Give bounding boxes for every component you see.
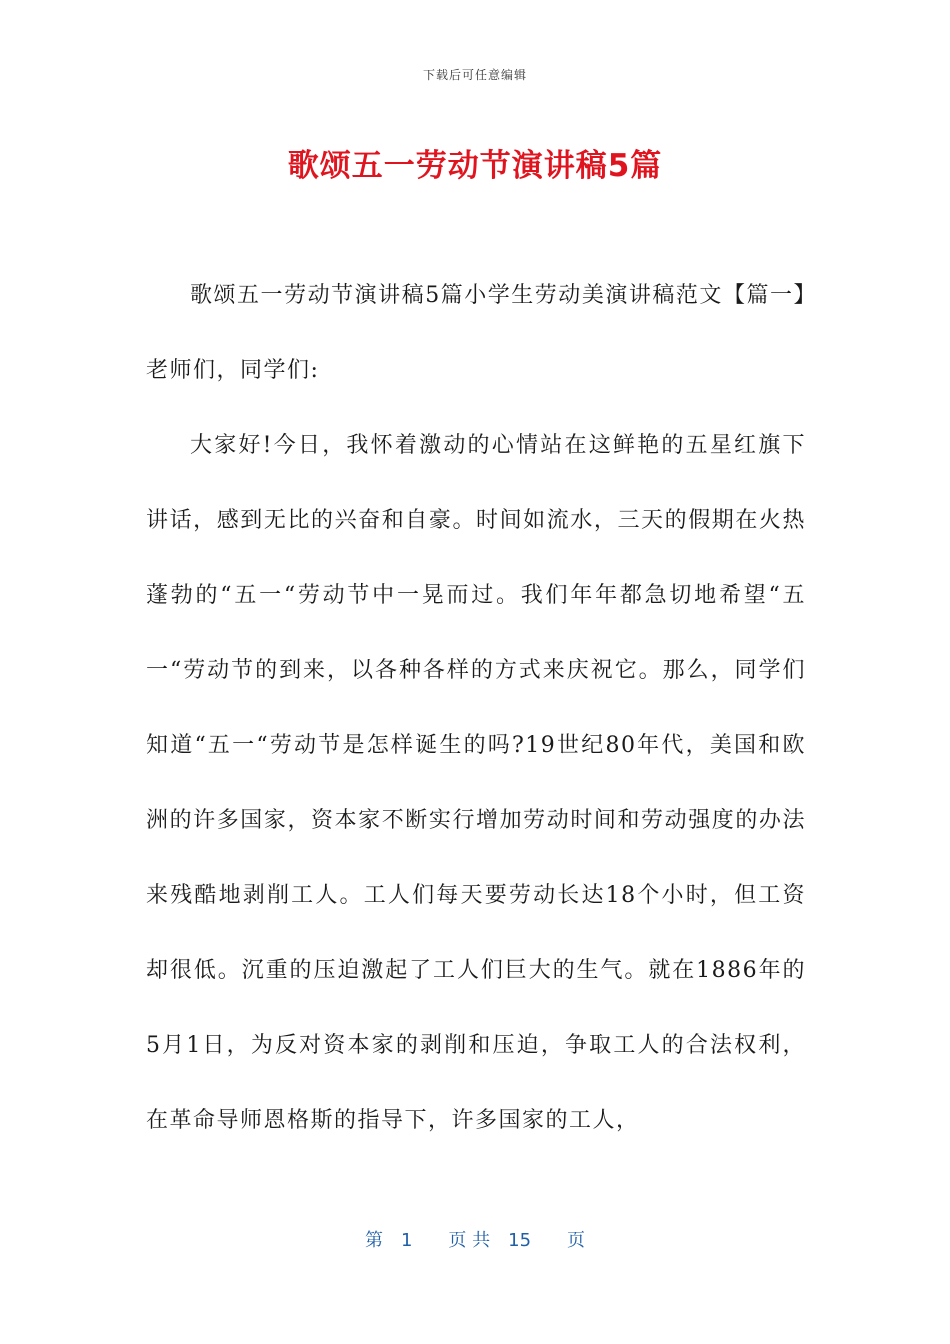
document-title: 歌颂五一劳动节演讲稿5篇 (287, 148, 663, 184)
page-number-footer: 第 1 页 共 15 页 (364, 1230, 586, 1251)
document-body (146, 258, 806, 1158)
paragraph-1: 歌颂五一劳动节演讲稿5篇小学生劳动美演讲稿范文【篇一】老师们，同学们: (146, 283, 806, 383)
paragraph-2: 大家好!今日，我怀着激动的心情站在这鲜艳的五星红旗下讲话，感到无比的兴奋和自豪。时间如流水，三天的假期在火热蓬勃的“五一“劳动节中一晃而过。我们年年都急切地希望“五一“劳动节的到来，以各种各样的方式来庆祝它。那么，同学们知道“五一“劳动节是怎样诞生的吗?19世纪80年代，美国和欧洲的许多国家，资本家不断实行增加劳动时间和劳动强度的办法来残酷地剥削工人。工人们每天要劳动长达18个小时，但工资却很低。沉重的压迫激起了工人们巨大的生气。就在1886年的5月1日，为反对资本家的剥削和压迫，争取工人的合法权利，在革命导师恩格斯的指导下，许多国家的工人， (146, 433, 806, 1133)
page-header-note: 下载后可任意编辑 (422, 68, 527, 82)
